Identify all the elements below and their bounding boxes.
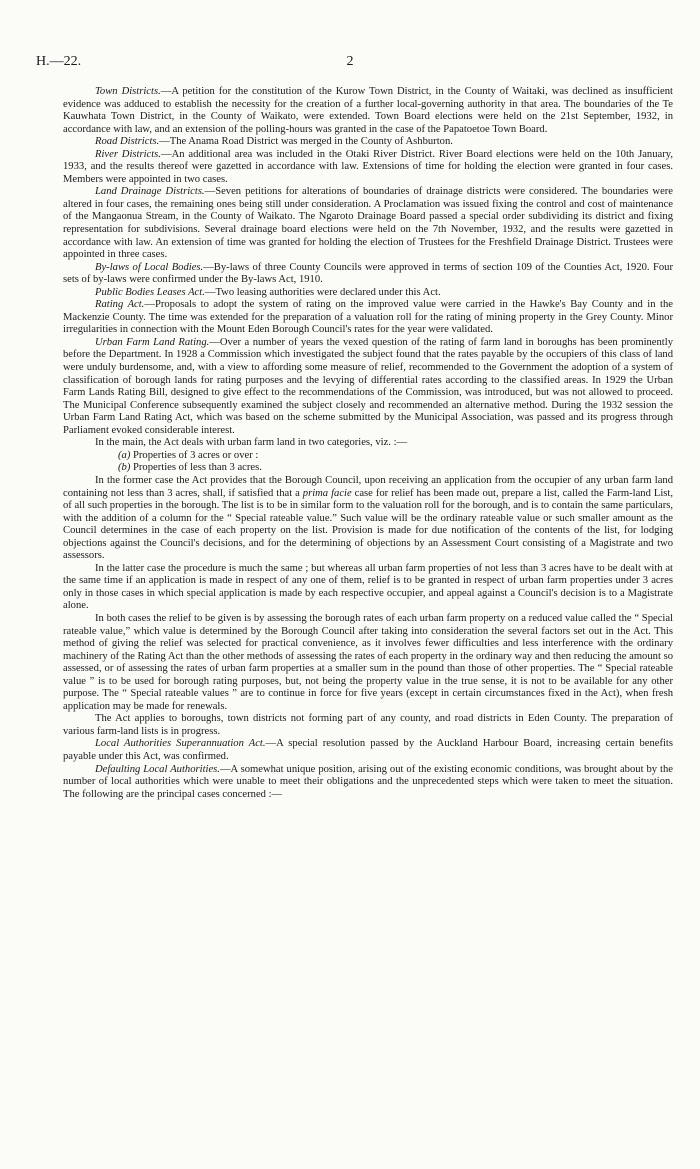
item-label: (a) [118,449,131,461]
page-header [36,54,664,74]
item-text: Properties of less than 3 acres. [130,462,262,474]
paragraph-superannuation [63,738,673,763]
document-reference: H.—22. [36,54,82,69]
paragraph-text: —Over a number of years the vexed question of the rating of farm land in boroughs has been prominently before the Department. In 1928 a Commission which investigated the subject found that the rates payable by the occupiers of this class of land were unduly burdensome, and, with a view to affording some measure of relief, recommended to the Government the adoption of a system of classification of borough lands for rating purposes and the levying of differential rates according to the classified areas. In 1929 the Urban Farm Lands Rating Bill, designed to give effect to the recommendations of the Commission, was introduced, but was not allowed to proceed. The Municipal Conference subsequently examined the subject closely and recommended an alternative method. During the 1932 session the Urban Farm Land Rating Act, which was based on the scheme submitted by the Municipal Association, was passed and its progress through Parliament evoked considerable interest. [63,336,673,436]
section-heading: By-laws of Local Bodies. [95,261,204,273]
paragraph-road-districts [63,136,673,149]
page-number: 2 [346,54,354,69]
paragraph-text: —Seven petitions for alterations of boundaries of drainage districts were considered. The boundaries were altered in four cases, the remaining ones being still under consideration. A Proclamation was issued fixing the control and cost of maintenance of the Mangaonua Stream, in the County of Waikato. The Ngaroto Drainage Board passed a special order subdividing its district and fixing representation for subdivisions. Several drainage board elections were held on the 7th November, 1932, and the results were gazetted in accordance with law. An extension of time was granted for holding the election of Trustees for the Freshfield Drainage District. Trustees were appointed in three cases. [63,186,674,261]
section-heading: Town Districts. [95,86,161,97]
paragraph-text: In the former case the Act provides that the Borough Council, upon receiving an application from the occupier of any urban farm land containing not less than 3 acres, shall, if satisfied that a [63,474,673,499]
paragraph-text: —Proposals to adopt the system of rating on the improved value were carried in the Hawke's Bay County and in the Mackenzie County. The time was extended for the preparation of a valuation roll for the rating of mining property in the Grey County. Minor irregularities in connection with the Mount Eden Borough Council's rates for the year were validated. [63,299,673,336]
paragraph-text: —By-laws of three County Councils were approved in terms of section 109 of the Counties Act, 1920. Four sets of by-laws were confirmed under the By-laws Act, 1910. [63,261,673,286]
paragraph-defaulting [63,764,673,802]
paragraph-latter-case [63,563,673,613]
paragraph-rating-act [63,299,673,337]
paragraph-former-case [63,475,673,563]
section-heading: Public Bodies Leases Act. [95,286,205,298]
paragraph-text: —Two leasing authorities were declared under this Act. [204,286,441,298]
paragraph-public-bodies-leases [63,287,673,300]
paragraph-text: case for relief has been made out, prepare a list, called the Farm-land List, of all such properties in the borough. The list is to be in similar form to the valuation roll for the borough, and is to contain the same particulars, with the addition of a column for the “ Special rateable value.” Such value will be the ordinary rateable value or such smaller amount as the Council determines in the case of each property on the list. Provision is made for due notification of the contents of the list, for lodging objections against the Council's decisions, and for the determining of objections by an Assessment Court consisting of a Magistrate and two assessors. [63,487,673,562]
paragraph-text: In both cases the relief to be given is by assessing the borough rates of each urban farm property on a reduced value called the “ Special rateable value,” which value is determined by the Borough Council after taking into consideration the several factors set out in the Act. This method of giving the relief was selected for practical convenience, as it involves fewer difficulties and less interference with the ordinary machinery of the Rating Act than the other methods of assessing the rates of each property in the ordinary way and then reducing the amount so assessed, or of assessing the rates of urban farm properties at a smaller sum in the pound than those of other properties. The “ Special rateable value ” is to be used for borough rating purposes, but, not being the property value in the true sense, it is not to be available for any other purpose. The “ Special rateable values ” are to continue in force for five years (except in certain circumstances fixed in the Act), when fresh application may be made for renewals. [63,612,673,712]
paragraph-categories-intro [63,437,673,450]
paragraph-land-drainage [63,186,673,261]
paragraph-text: In the main, the Act deals with urban farm land in two categories, viz. :— [95,437,408,449]
document-body [63,86,673,801]
item-text: Properties of 3 acres or over : [130,449,259,461]
section-heading: Road Districts. [95,136,160,148]
paragraph-river-districts [63,149,673,187]
section-heading: Rating Act. [95,299,145,311]
section-heading: Urban Farm Land Rating. [95,336,210,348]
paragraph-text: —An additional area was included in the Otaki River District. River Board elections were held on the 10th January, 1933, and the results thereof were gazetted in accordance with law. Extensions of time for holding the election were granted in four cases. Members were appointed in two cases. [63,148,673,185]
list-item-b [63,462,673,475]
paragraph-text: —A somewhat unique position, arising out of the existing economic conditions, was brought about by the number of local authorities which were unable to meet their obligations and the unprecedented steps which were taken to meet the situation. The following are the principal cases concerned :— [63,763,674,800]
section-heading: River Districts. [95,148,161,160]
paragraph-urban-farm-land [63,337,673,437]
latin-term: prima facie [302,487,352,499]
list-item-a [63,450,673,463]
paragraph-text: —The Anama Road District was merged in the County of Ashburton. [159,136,453,148]
section-heading: Defaulting Local Authorities. [95,763,220,775]
paragraph-text: —A petition for the constitution of the Kurow Town District, in the County of Waitaki, was declined as insufficient evidence was adduced to establish the necessity for the creation of a further local-governing authority in that area. The boundaries of the Te Kauwhata Town District, in the County of Waikato, were extended. Town Board elections were held on the 21st September, 1932, in accordance with law, and an extension of the polling-hours was granted in the case of the Papatoetoe Town Board. [63,86,673,135]
paragraph-town-districts [63,86,673,136]
paragraph-text: In the latter case the procedure is much the same ; but whereas all urban farm properties of not less than 3 acres have to be dealt with at the same time if an application is made in respect of any one of them, relief is to be granted in respect of urban farm properties under 3 acres only in those cases in which special application is made by each respective occupier, and appeal against a Council's decision is to a Magistrate alone. [63,562,673,612]
section-heading: Local Authorities Superannuation Act. [95,738,266,750]
item-label: (b) [118,462,131,474]
paragraph-by-laws [63,262,673,287]
paragraph-both-cases [63,613,673,713]
section-heading: Land Drainage Districts. [95,186,205,198]
paragraph-text: The Act applies to boroughs, town districts not forming part of any county, and road districts in Eden County. The preparation of various farm-land lists is in progress. [63,713,673,737]
paragraph-act-applies [63,713,673,738]
paragraph-text: —A special resolution passed by the Auckland Harbour Board, increasing certain benefits payable under this Act, was confirmed. [63,738,673,762]
